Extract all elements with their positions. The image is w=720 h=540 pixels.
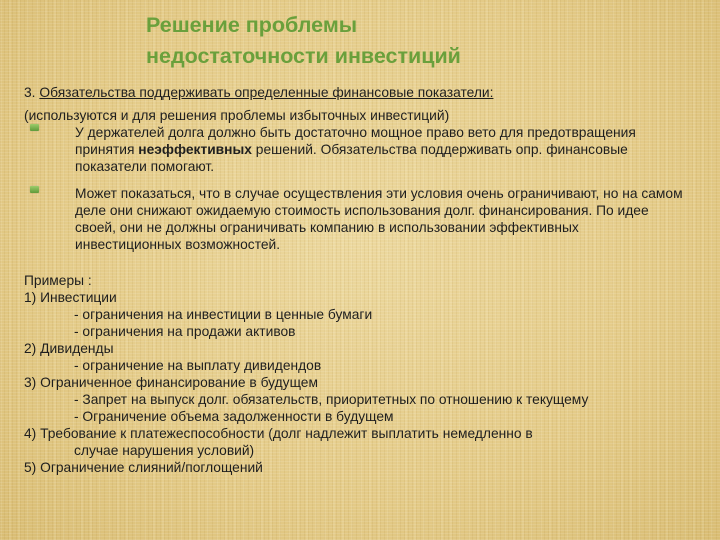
example-item-dividends: 2) Дивиденды bbox=[24, 341, 114, 356]
point-number: 3. bbox=[24, 85, 36, 100]
bullet-bold-word: неэффективных bbox=[138, 142, 252, 157]
green-square-bullet-icon bbox=[30, 186, 39, 193]
bullet-item bbox=[24, 124, 684, 175]
bullet-text-end: решений. Обязательства поддерживать опр. финансовые показатели помогают. bbox=[75, 142, 628, 174]
example-subitem: - ограничение на выплату дивидендов bbox=[74, 358, 322, 373]
example-subitem: - Ограничение объема задолженности в будущем bbox=[74, 409, 394, 424]
example-subitem: - Запрет на выпуск долг. обязательств, приоритетных по отношению к текущему bbox=[74, 392, 589, 407]
examples-heading: Примеры : bbox=[24, 273, 92, 288]
point-note: (используются и для решения проблемы избыточных инвестиций) bbox=[24, 108, 450, 123]
point-heading-text: Обязательства поддерживать определенные финансовые показатели: bbox=[39, 85, 494, 100]
example-item-investments: 1) Инвестиции bbox=[24, 290, 117, 305]
bullet-list bbox=[24, 124, 684, 253]
point-heading bbox=[24, 84, 684, 101]
example-subitem: - ограничения на инвестиции в ценные бумаги bbox=[74, 307, 373, 322]
slide-title-line-2: недостаточности инвестиций bbox=[146, 44, 461, 68]
example-item-future-financing: 3) Ограниченное финансирование в будущем bbox=[24, 375, 318, 390]
slide-title bbox=[146, 10, 666, 72]
example-item-mergers: 5) Ограничение слияний/поглощений bbox=[24, 460, 263, 475]
example-item-solvency: 4) Требование к платежеспособности (долг надлежит выплатить немедленно в bbox=[24, 426, 533, 441]
slide-content bbox=[24, 84, 684, 476]
bullet-text: Может показаться, что в случае осуществления эти условия очень ограничивают, но на самом деле они снижают ожидаемую стоимость использования долг. финансирования. По идее своей, они не должны ограничивать компанию в использовании эффективных инвестиционных возможностей. bbox=[75, 186, 683, 252]
example-subitem-continuation: случае нарушения условий) bbox=[74, 443, 255, 458]
green-square-bullet-icon bbox=[30, 124, 39, 131]
bullet-text-start: У держателей долга должно быть достаточно мощное право вето для предотвращения принятия bbox=[75, 125, 636, 157]
bullet-item bbox=[24, 185, 684, 253]
slide-title-line-1: Решение проблемы bbox=[146, 13, 358, 37]
example-subitem: - ограничения на продажи активов bbox=[74, 324, 296, 339]
examples-section bbox=[24, 272, 684, 476]
